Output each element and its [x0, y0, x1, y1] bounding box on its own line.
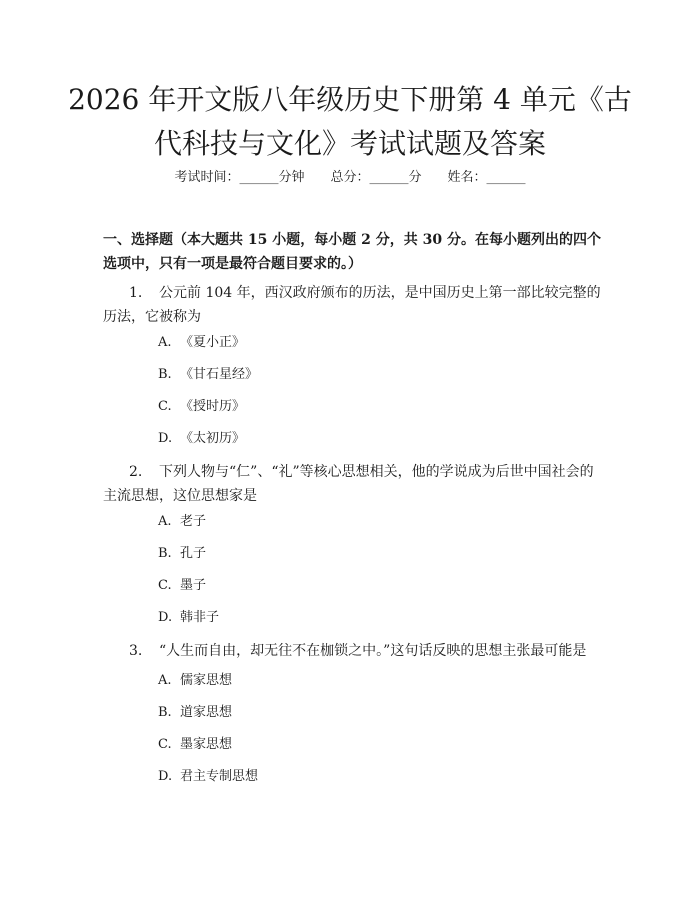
question-number: 2. — [129, 464, 143, 480]
option-text: 《太初历》 — [180, 431, 246, 446]
option-letter: A. — [158, 673, 172, 688]
question-3-option-d — [158, 767, 558, 787]
question-number: 1. — [129, 285, 143, 301]
exam-title: 2026 年开文版八年级历史下册第 4 单元《古代科技与文化》考试试题及答案 — [68, 83, 632, 160]
question-3-option-c — [158, 735, 558, 755]
exam-meta — [0, 168, 700, 188]
option-text: 君主专制思想 — [180, 769, 259, 784]
option-letter: D. — [158, 431, 173, 446]
question-3-option-a — [158, 671, 558, 691]
option-text: 韩非子 — [180, 610, 220, 625]
option-text: 墨家思想 — [180, 737, 233, 752]
question-text: 下列人物与“仁”、“礼”等核心思想相关，他的学说成为后世中国社会的主流思想，这位思想家是 — [103, 464, 594, 504]
option-text: 《夏小正》 — [180, 335, 246, 350]
question-3 — [103, 639, 603, 663]
question-2-option-d — [158, 608, 558, 628]
option-letter: B. — [158, 546, 172, 561]
question-2-option-c — [158, 576, 558, 596]
question-1-option-d — [158, 429, 558, 449]
option-letter: C. — [158, 399, 172, 414]
option-text: 孔子 — [180, 546, 207, 561]
option-letter: C. — [158, 737, 172, 752]
question-3-option-b — [158, 703, 558, 723]
section-heading: 一、选择题（本大题共 15 小题，每小题 2 分，共 30 分。在每小题列出的四个选项中，只有一项是最符合题目要求的。） — [103, 232, 601, 272]
option-text: 《授时历》 — [180, 399, 246, 414]
option-letter: B. — [158, 705, 172, 720]
option-letter: D. — [158, 769, 173, 784]
question-text: “人生而自由，却无往不在枷锁之中。”这句话反映的思想主张最可能是 — [159, 643, 587, 659]
question-2 — [103, 460, 603, 508]
option-text: 墨子 — [180, 578, 207, 593]
option-text: 老子 — [180, 514, 207, 529]
option-letter: A. — [158, 335, 172, 350]
question-1-option-c — [158, 397, 558, 417]
question-1-option-b — [158, 365, 558, 385]
option-text: 儒家思想 — [180, 673, 233, 688]
option-letter: D. — [158, 610, 173, 625]
option-letter: B. — [158, 367, 172, 382]
exam-time-field: 考试时间：______分钟 — [174, 170, 305, 185]
total-score-field: 总分：______分 — [330, 170, 422, 185]
option-letter: A. — [158, 514, 172, 529]
option-text: 《甘石星经》 — [180, 367, 259, 382]
option-letter: C. — [158, 578, 172, 593]
student-name-field: 姓名：______ — [447, 170, 526, 185]
question-1-option-a — [158, 333, 558, 353]
question-2-option-b — [158, 544, 558, 564]
question-number: 3. — [129, 643, 143, 659]
question-1 — [103, 281, 603, 329]
question-text: 公元前 104 年，西汉政府颁布的历法，是中国历史上第一部比较完整的历法，它被称为 — [103, 285, 601, 325]
question-2-option-a — [158, 512, 558, 532]
option-text: 道家思想 — [180, 705, 233, 720]
